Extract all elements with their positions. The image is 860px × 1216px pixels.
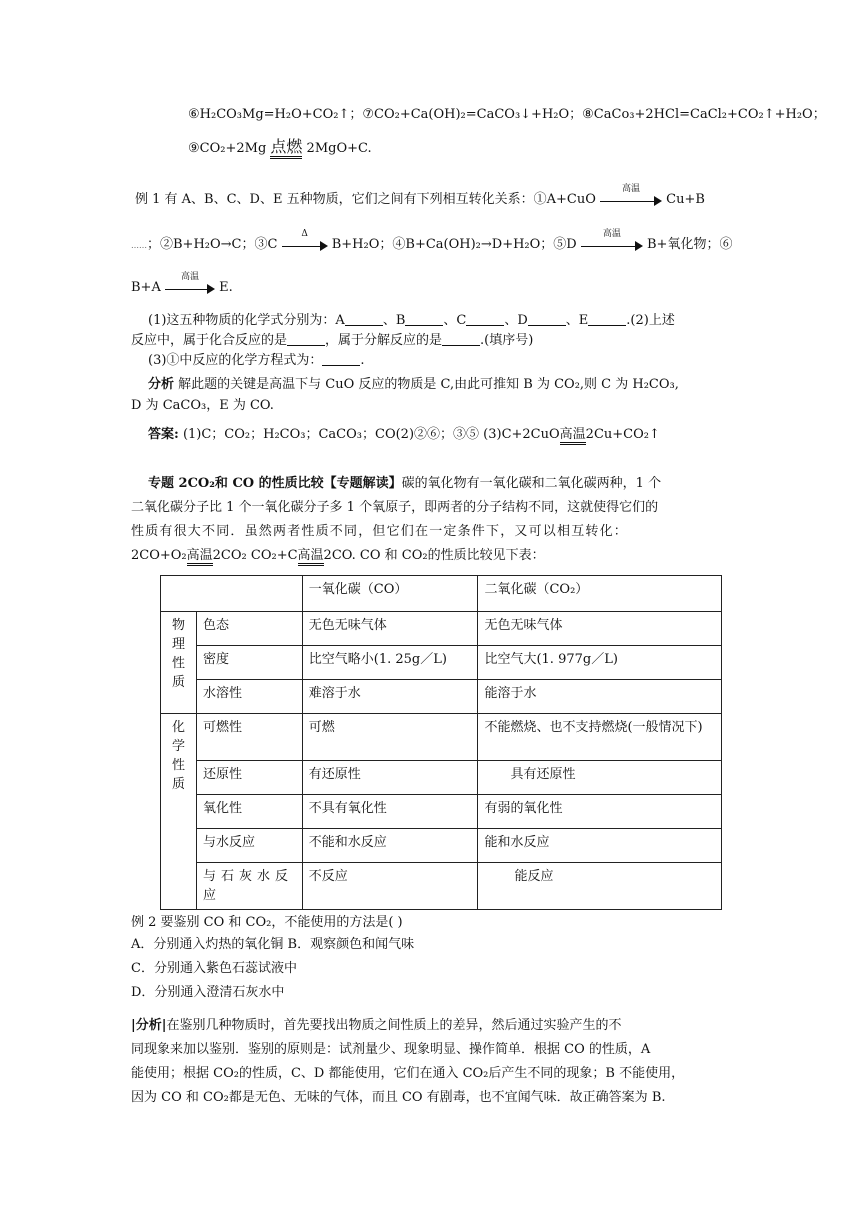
group-char: 质 <box>171 777 185 792</box>
equation-text: 2CO. CO 和 CO₂的性质比较见下表： <box>323 548 545 563</box>
analysis-1 <box>148 376 679 394</box>
example2-analysis-3 <box>131 1065 684 1083</box>
example2-analysis-4 <box>131 1089 666 1107</box>
analysis-label: |分析| <box>131 1018 167 1033</box>
reaction-arrow <box>282 228 328 252</box>
reaction-arrow <box>600 183 662 207</box>
topic-title: 专题 2CO₂和 CO 的性质比较【专题解读】 <box>148 476 402 491</box>
example1-line-3 <box>131 271 233 297</box>
arrow-condition: Δ <box>301 228 308 239</box>
co-value: 不具有氧化性 <box>302 795 478 829</box>
ellipsis-marks: …… <box>131 241 147 250</box>
group-char: 理 <box>171 637 185 652</box>
property-name: 氧化性 <box>196 795 302 829</box>
table-row <box>161 863 722 910</box>
question-text: 反应中，属于化合反应的是 <box>131 333 288 348</box>
question-2 <box>131 332 533 350</box>
answer-text: (1)C；CO₂；H₂CO₃；CaCO₃；CO(2)②⑥；③⑤ (3)C+2CuO <box>178 427 560 442</box>
co2-value: 能溶于水 <box>478 680 722 714</box>
question-text: 例 2 要鉴别 CO 和 CO₂，不能使用的方法是( ) <box>131 915 403 930</box>
reaction-text: ⑥H₂CO₃Mg=H₂O+CO₂↑；⑦CO₂+Ca(OH)₂=CaCO₃↓+H₂O；⑧CaCo₃+2HCl=CaCl₂+CO₂↑+H₂O； <box>188 107 826 122</box>
co2-value: 能反应 <box>478 863 722 910</box>
example2-analysis-1 <box>131 1017 621 1035</box>
arrow-condition: 高温 <box>621 183 640 194</box>
analysis-label: 分析 <box>148 377 175 392</box>
example1-text: ；②B+H₂O→C；③C <box>147 237 278 252</box>
analysis-text: 解此题的关键是高温下与 CuO 反应的物质是 C,由此可推知 B 为 CO₂,则 C 为 H₂CO₃, <box>174 377 679 392</box>
analysis-text: 同现象来加以鉴别．鉴别的原则是：试剂量少、现象明显、操作简单．根据 CO 的性质，A <box>131 1042 651 1057</box>
example1-line-1 <box>135 183 705 209</box>
example2-option-d <box>131 984 284 1002</box>
answer-text: 2Cu+CO₂↑ <box>585 427 660 442</box>
co-value: 比空气略小(1. 25g／L) <box>302 646 478 680</box>
answer-blank <box>442 333 480 346</box>
question-text: ，属于分解反应的是 <box>325 333 443 348</box>
table-row <box>161 680 722 714</box>
table-row <box>161 646 722 680</box>
topic-text: 碳的氧化物有一氧化碳和二氧化碳两种，1 个 <box>401 476 662 491</box>
question-text: 、D <box>504 313 528 328</box>
condition-ignite: 点燃 <box>270 137 302 159</box>
condition-high-temp: 高温 <box>560 427 586 445</box>
option-text: A．分别通入灼热的氧化铜 B．观察颜色和闻气味 <box>131 937 415 952</box>
answer-blank <box>528 313 566 326</box>
question-text: 、E <box>565 313 589 328</box>
table-row <box>161 829 722 863</box>
topic2-line-2 <box>131 499 658 517</box>
example2-stem <box>131 914 403 932</box>
table-row <box>161 714 722 761</box>
question-text: 、C <box>443 313 467 328</box>
co2-value: 具有还原性 <box>478 761 722 795</box>
question-text: (1)这五种物质的化学式分别为：A <box>148 313 345 328</box>
example2-option-c <box>131 960 297 978</box>
question-1 <box>148 312 675 330</box>
analysis-text: 在鉴别几种物质时，首先要找出物质之间性质上的差异，然后通过实验产生的不 <box>166 1018 622 1033</box>
example1-text: 例 1 有 A、B、C、D、E 五种物质，它们之间有下列相互转化关系：①A+CuO <box>135 192 596 207</box>
table-header-row <box>161 576 722 612</box>
co-value: 不能和水反应 <box>302 829 478 863</box>
co2-value: 有弱的氧化性 <box>478 795 722 829</box>
property-name: 与石灰水反应 <box>196 863 302 910</box>
answer-label: 答案: <box>148 427 179 442</box>
question-3 <box>148 352 365 370</box>
question-text: . <box>360 353 365 368</box>
answer-line <box>148 426 660 444</box>
property-name: 水溶性 <box>196 680 302 714</box>
co2-value: 不能燃烧、也不支持燃烧(一般情况下) <box>478 714 722 761</box>
topic2-line-3 <box>131 523 628 541</box>
co2-value: 比空气大(1. 977g／L) <box>478 646 722 680</box>
answer-blank <box>322 353 360 366</box>
co-value: 不反应 <box>302 863 478 910</box>
topic2-line-4 <box>131 547 545 565</box>
example2-analysis-2 <box>131 1041 650 1059</box>
property-name: 与水反应 <box>196 829 302 863</box>
co2-value: 能和水反应 <box>478 829 722 863</box>
group-char: 物 <box>171 618 185 633</box>
analysis-text: D 为 CaCO₃，E 为 CO. <box>131 398 274 413</box>
co-value: 无色无味气体 <box>302 612 478 646</box>
arrow-condition: 高温 <box>180 271 199 282</box>
co2-value: 无色无味气体 <box>478 612 722 646</box>
table-header-co: 一氧化碳（CO） <box>302 576 478 612</box>
group-char: 性 <box>171 656 185 671</box>
answer-blank <box>588 313 626 326</box>
group-char: 化 <box>171 720 185 735</box>
property-name: 色态 <box>196 612 302 646</box>
co-value: 难溶于水 <box>302 680 478 714</box>
reaction-line-1 <box>188 106 826 124</box>
example1-text: E. <box>219 280 233 295</box>
reaction-arrow <box>165 271 215 295</box>
equation-text: 2CO+O₂ <box>131 548 187 563</box>
example1-line-2 <box>131 228 733 255</box>
example1-text: B+氧化物；⑥ <box>647 237 733 252</box>
reaction-text: 2MgO+C. <box>302 141 372 156</box>
topic-text: 二氧化碳分子比 1 个一氧化碳分子多 1 个氧原子，即两者的分子结构不同，这就使得它们的 <box>131 500 659 515</box>
answer-blank <box>345 313 383 326</box>
question-text: .(填序号) <box>480 333 534 348</box>
topic2-line-1 <box>148 475 661 493</box>
comparison-table <box>160 575 722 910</box>
equation-text: 2CO₂ CO₂+C <box>212 548 298 563</box>
analysis-text: 因为 CO 和 CO₂都是无色、无味的气体，而且 CO 有剧毒，也不宜闻气味．故正确答案为 B. <box>131 1090 666 1105</box>
table-corner-cell <box>161 576 303 612</box>
analysis-text: 能使用；根据 CO₂的性质，C、D 都能使用，它们在通入 CO₂后产生不同的现象；B 不能使用， <box>131 1066 685 1081</box>
reaction-text: ⑨CO₂+2Mg <box>188 141 271 156</box>
condition-high-temp: 高温 <box>187 548 213 566</box>
question-text: 、B <box>382 313 406 328</box>
answer-blank <box>466 313 504 326</box>
question-text: .(2)上述 <box>626 313 675 328</box>
arrow-condition: 高温 <box>602 228 621 239</box>
answer-blank <box>287 333 325 346</box>
example1-text: B+A <box>131 280 161 295</box>
table-row <box>161 612 722 646</box>
answer-blank <box>405 313 443 326</box>
condition-high-temp: 高温 <box>298 548 324 566</box>
property-name: 还原性 <box>196 761 302 795</box>
table-row <box>161 761 722 795</box>
property-name: 可燃性 <box>196 714 302 761</box>
example2-option-a <box>131 936 414 954</box>
group-chemical-label <box>161 714 197 910</box>
group-physical-label <box>161 612 197 714</box>
option-text: D．分别通入澄清石灰水中 <box>131 985 285 1000</box>
table-row <box>161 795 722 829</box>
example1-text: Cu+B <box>666 192 705 207</box>
co-value: 有还原性 <box>302 761 478 795</box>
reaction-arrow <box>581 228 643 252</box>
analysis-2 <box>131 397 274 415</box>
topic-text: 性质有很大不同．虽然两者性质不同，但它们在一定条件下，又可以相互转化： <box>131 524 629 539</box>
group-char: 学 <box>171 739 185 754</box>
question-text: (3)①中反应的化学方程式为： <box>148 353 323 368</box>
reaction-line-2 <box>188 138 372 158</box>
group-char: 质 <box>171 675 185 690</box>
example1-text: B+H₂O；④B+Ca(OH)₂→D+H₂O；⑤D <box>331 237 577 252</box>
table-header-co2: 二氧化碳（CO₂） <box>478 576 722 612</box>
option-text: C．分别通入紫色石蕊试液中 <box>131 961 297 976</box>
property-name: 密度 <box>196 646 302 680</box>
group-char: 性 <box>171 758 185 773</box>
co-value: 可燃 <box>302 714 478 761</box>
